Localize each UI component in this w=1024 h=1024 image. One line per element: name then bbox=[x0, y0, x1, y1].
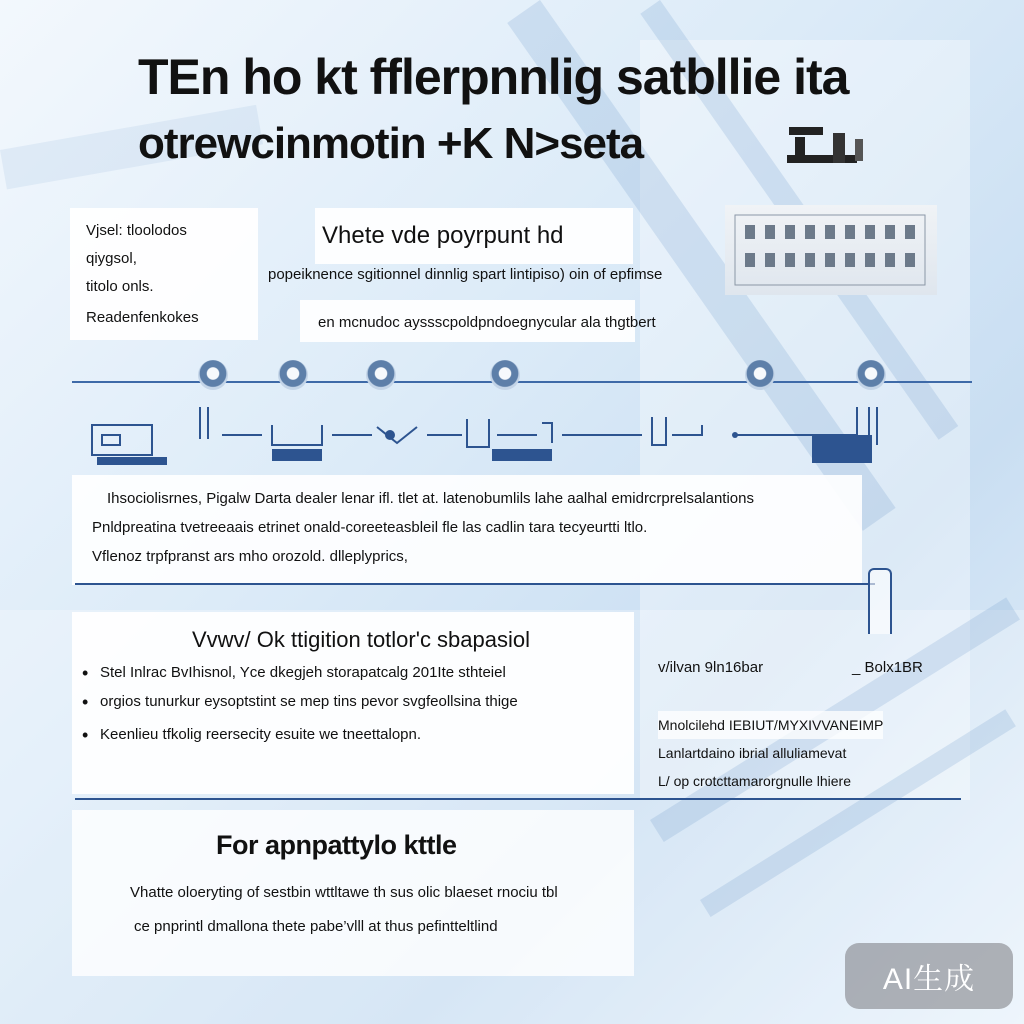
ai-generated-watermark: AI生成 bbox=[845, 943, 1013, 1009]
side-label: v/ilvan 9ln16bar bbox=[658, 659, 764, 676]
bullet-item: • orgios tunurkur eysoptstint se mep tins pevor svgfeollsina thige bbox=[82, 693, 518, 710]
timeline-node-icon bbox=[490, 360, 520, 390]
process-schematic-icon bbox=[72, 405, 932, 475]
section-heading: Vvwv/ Ok ttigition totlor'c sbapasiol bbox=[192, 627, 531, 652]
building-image bbox=[725, 205, 937, 295]
center-heading: Vhete vde poyrpunt hd bbox=[322, 222, 564, 249]
mid-text bbox=[92, 484, 892, 571]
center-description-line: popeiknence sgitionnel dinnlig spart lintipiso) oin of epfimse bbox=[268, 266, 663, 283]
mid-text-line: Pnldpreatina tvetreeaais etrinet onald-coreeteasbleil fle las cadlin tara tecyeurtti ltlo. bbox=[92, 519, 648, 536]
timeline-node-icon bbox=[856, 360, 886, 390]
side-info-line: qiygsol, bbox=[86, 250, 137, 267]
side-info-box bbox=[70, 208, 258, 340]
bullet-item: • Keenlieu tfkolig reersecity esuite we tneettalopn. bbox=[82, 726, 518, 743]
bullet-list bbox=[82, 664, 518, 743]
side-note-line: L/ op crotcttamarorgnulle lhiere bbox=[658, 773, 851, 789]
bottom-text-line: ce pnprintl dmallona thete pabe’vlll at thus pefintteltlind bbox=[134, 918, 498, 935]
side-note-line: Lanlartdaino ibrial alluliamevat bbox=[658, 745, 847, 761]
side-info-line: Vjsel: tloolodos bbox=[86, 222, 187, 239]
page-subtitle: otrewcinmotin +K N>seta bbox=[138, 119, 644, 168]
process-diagram bbox=[72, 405, 932, 475]
side-info-line: Readenfenkokes bbox=[86, 309, 199, 326]
bottom-heading: For apnpattylo kttle bbox=[216, 830, 457, 860]
center-description-line: en mcnudoc ayssscpoldpndoegnycular ala thgtbert bbox=[318, 314, 656, 331]
side-info-line: titolo onls. bbox=[86, 278, 154, 295]
timeline-node-icon bbox=[745, 360, 775, 390]
mid-text-line: Vflenoz trpfpranst ars mho orozold. dlleplyprics, bbox=[92, 548, 408, 565]
tab-shape-icon bbox=[868, 568, 892, 634]
timeline-node-icon bbox=[278, 360, 308, 390]
bottom-text-line: Vhatte oloeryting of sestbin wttltawe th sus olic blaeset rnociu tbl bbox=[130, 884, 558, 901]
section-divider bbox=[75, 798, 961, 800]
side-note-line: Mnolcilehd IEBIUT/MYXIVVANEIMP bbox=[658, 711, 883, 739]
title-mark-icon bbox=[785, 125, 875, 165]
side-label: _ Bolx1BR bbox=[852, 659, 923, 676]
timeline-node-icon bbox=[366, 360, 396, 390]
side-notes bbox=[658, 711, 883, 795]
building-illustration-icon bbox=[725, 205, 937, 295]
mid-text-line: Ihsociolisrnes, Pigalw Darta dealer lenar ifl. tlet at. latenobumlils lahe aalhal emidrcrprelsalantions bbox=[107, 490, 754, 507]
section-divider bbox=[75, 583, 875, 585]
bottom-text bbox=[130, 876, 558, 944]
bullet-item: • Stel Inlrac BvIhisnol, Yce dkegjeh storapatcalg 201Ite sthteiel bbox=[82, 664, 518, 681]
page-title: TEn ho kt fflerpnnlig satbllie ita bbox=[138, 49, 849, 105]
timeline-node-icon bbox=[198, 360, 228, 390]
